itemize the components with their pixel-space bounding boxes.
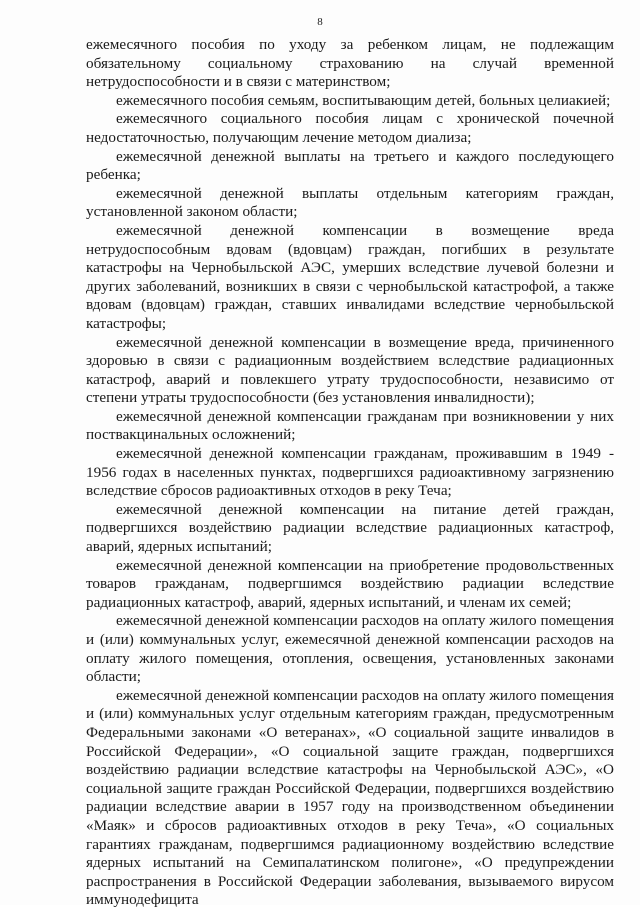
paragraph-9: ежемесячной денежной компенсации гражданам, проживавшим в 1949 - 1956 годах в населенных пунктах, подвергшихся радиоактивному загрязнению вследствие сбросов радиоактивных отходов в реку Теча;: [86, 445, 614, 500]
paragraph-6: ежемесячной денежной компенсации в возмещение вреда нетрудоспособным вдовам (вдовцам) граждан, погибших в результате катастрофы на Чернобыльской АЭС, умерших вследствие лучевой болезни и других заболеваний, возникших в связи с чернобыльской катастрофой, а также вдовам (вдовцам) граждан, ставших инвалидами вследствие чернобыльской катастрофы;: [86, 221, 614, 332]
paragraph-13: ежемесячной денежной компенсации расходов на оплату жилого помещения и (или) коммунальных услуг отдельным категориям граждан, предусмотренным Федеральными законами «О ветеранах», «О социальной защите инвалидов в Российской Федерации», «О социальной защите граждан, подвергшихся воздействию радиации вследствие катастрофы на Чернобыльской АЭС», «О социальной защите граждан Российской Федерации, подвергшихся воздействию радиации вследствие аварии в 1957 году на производственном объединении «Маяк» и сбросов радиоактивных отходов в реку Теча», «О социальных гарантиях гражданам, подвергшимся радиационному воздействию вследствие ядерных испытаний на Семипалатинском полигоне», «О предупреждении распространения в Российской Федерации заболевания, вызываемого вирусом иммунодефицита: [86, 686, 614, 909]
paragraph-1: ежемесячного пособия по уходу за ребенком лицам, не подлежащим обязательному социальному страхованию на случай временной нетрудоспособности и в связи с материнством;: [86, 36, 614, 91]
paragraph-3: ежемесячного социального пособия лицам с хронической почечной недостаточностью, получающим лечение методом диализа;: [86, 110, 614, 146]
paragraph-10: ежемесячной денежной компенсации на питание детей граждан, подвергшихся воздействию радиации вследствие радиационных катастроф, аварий, ядерных испытаний;: [86, 500, 614, 556]
paragraph-5: ежемесячной денежной выплаты отдельным категориям граждан, установленной законом области;: [86, 184, 614, 221]
paragraph-11: ежемесячной денежной компенсации на приобретение продовольственных товаров гражданам, подвергшимся воздействию радиации вследствие радиационных катастроф, аварий, ядерных испытаний, и членам их семей;: [86, 556, 614, 611]
document-body: [86, 36, 614, 910]
paragraph-7: ежемесячной денежной компенсации в возмещение вреда, причиненного здоровью в связи с радиационным воздействием вследствие радиационных катастроф, аварий и повлекшего утрату трудоспособности, независимо от степени утраты трудоспособности (без установления инвалидности);: [86, 333, 614, 407]
page-number: 8: [317, 16, 323, 28]
paragraph-2: ежемесячного пособия семьям, воспитывающим детей, больных целиакией;: [116, 91, 611, 109]
paragraph-12: ежемесячной денежной компенсации расходов на оплату жилого помещения и (или) коммунальных услуг, ежемесячной денежной компенсации расходов на оплату жилого помещения, отопления, освещения, установленных законами области;: [86, 612, 614, 686]
paragraph-4: ежемесячной денежной выплаты на третьего и каждого последующего ребенка;: [86, 147, 614, 184]
paragraph-8: ежемесячной денежной компенсации гражданам при возникновении у них поствакцинальных осложнений;: [86, 407, 614, 444]
